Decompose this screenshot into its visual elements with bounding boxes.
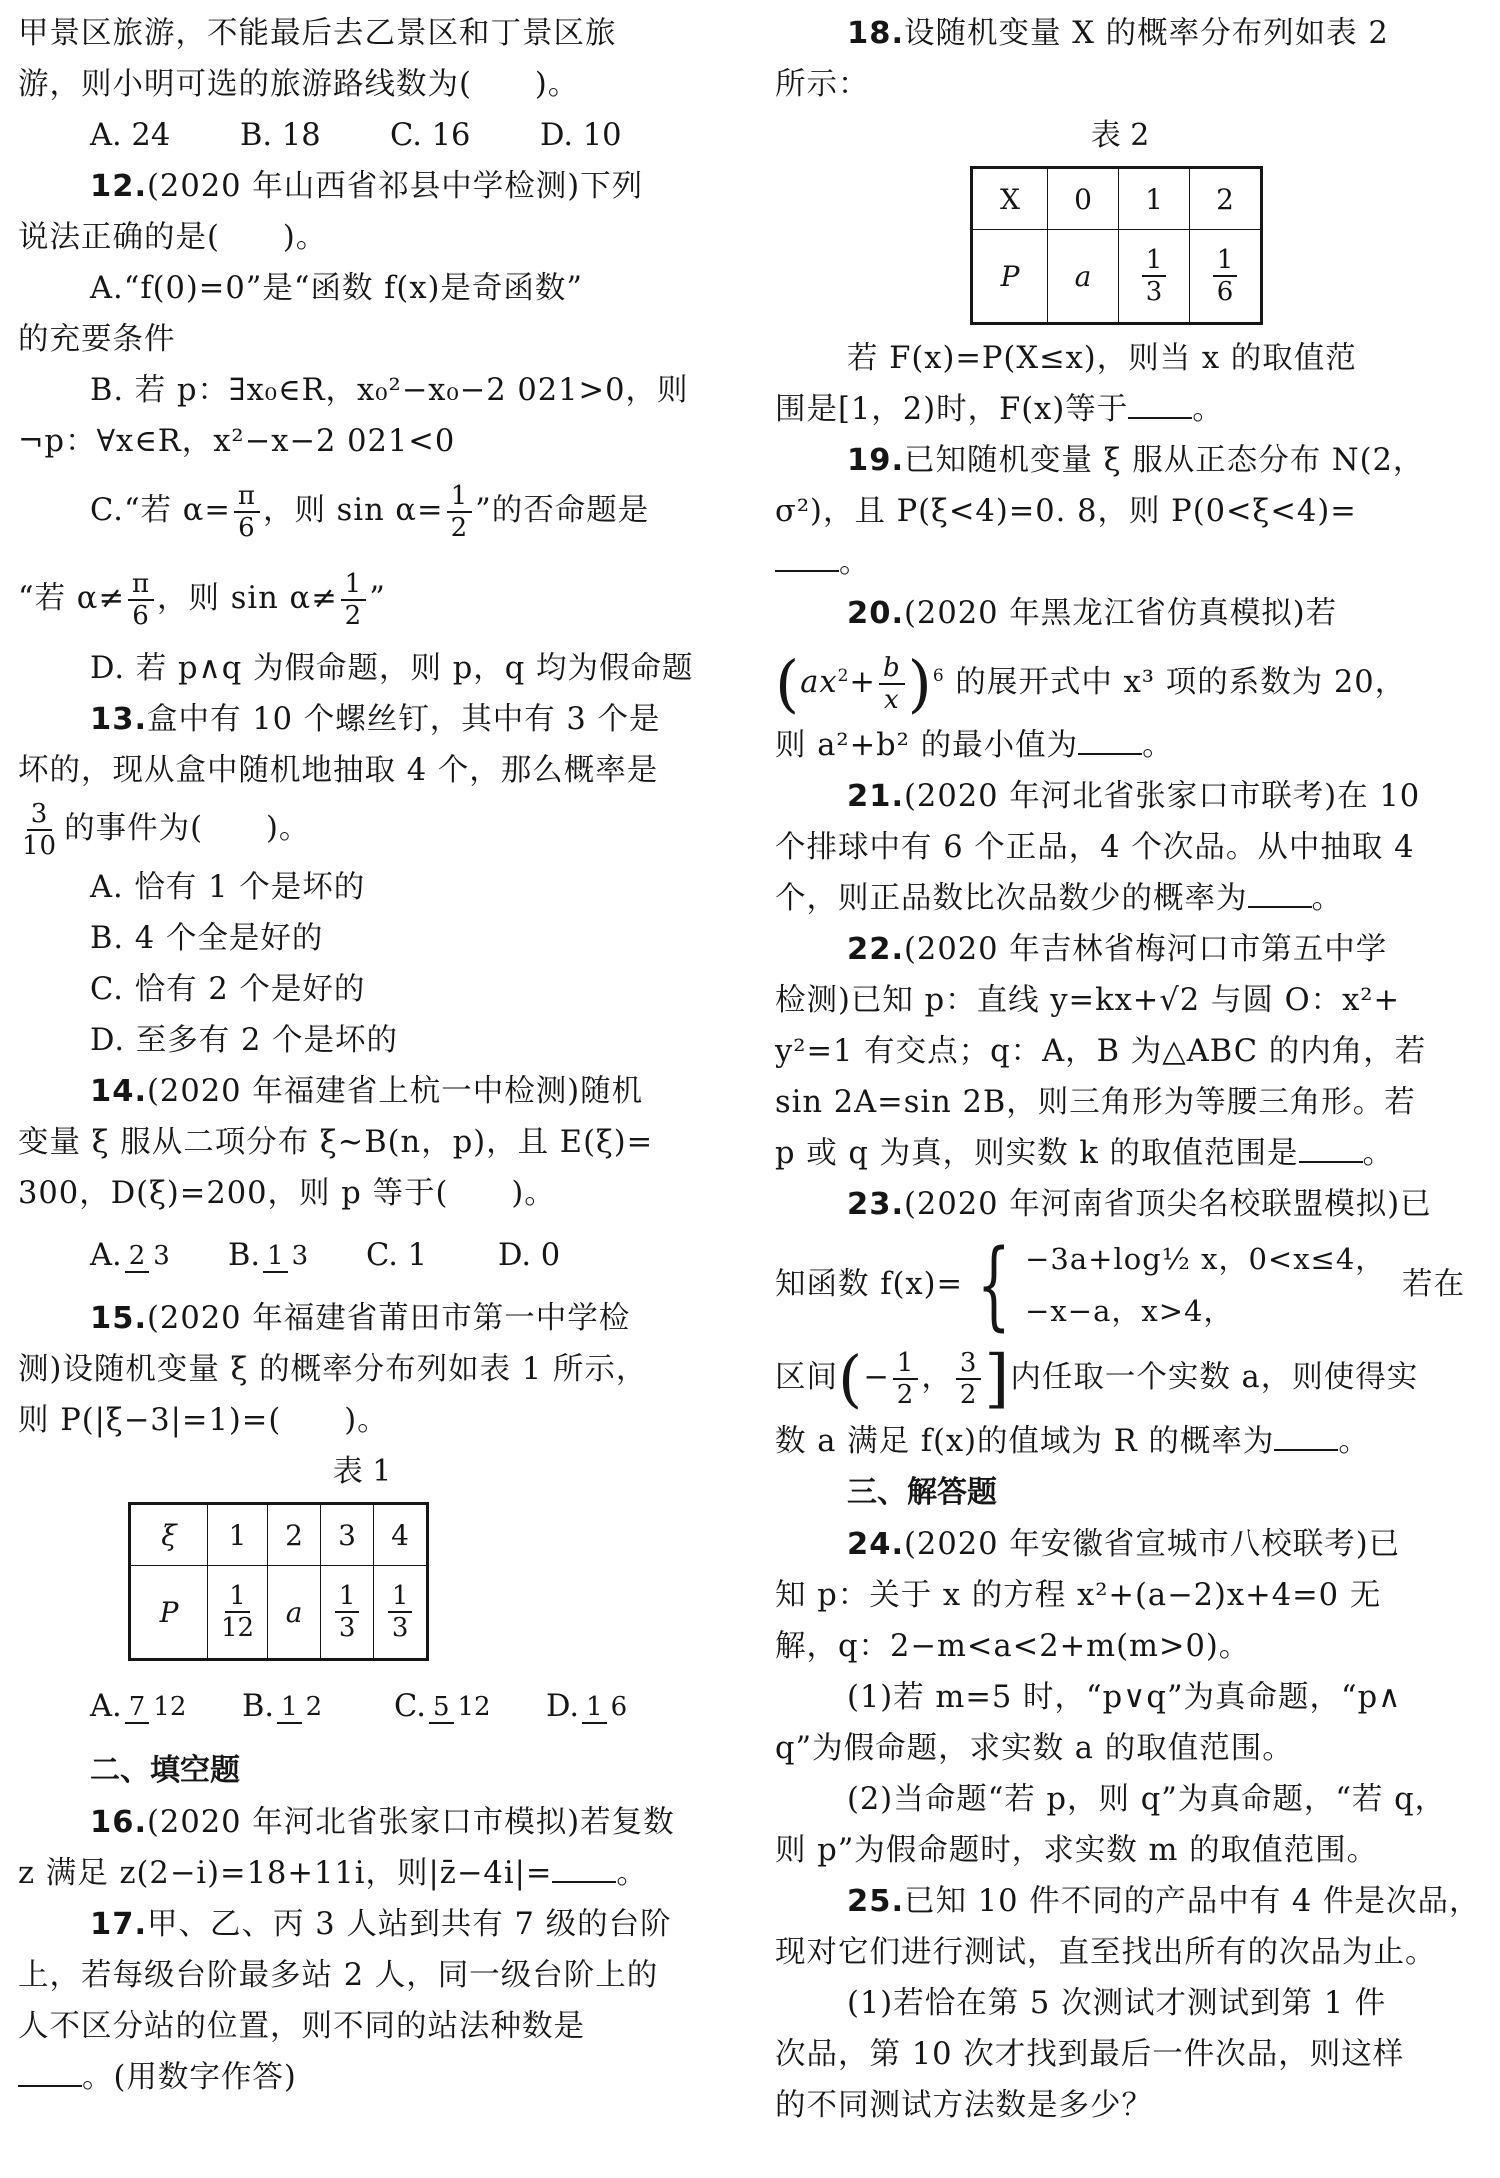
q22-end: 。 [1362,1136,1395,1172]
table2-caption: 表 2 [1090,118,1150,153]
q15-a-label: A. [90,1689,122,1724]
q23-line2 [775,1230,1465,1340]
q20-exponent: 6 [932,666,945,686]
q23-pre: 知函数 f(x)= [775,1267,964,1303]
q14-line3: 300，D(ξ)=200，则 p 等于( )。 [18,1176,556,1211]
q24-line1 [775,1519,1465,1570]
answer-blank[interactable] [775,542,839,572]
q17-text: 甲、乙、丙 3 人站到共有 7 级的台阶 [147,1907,672,1942]
frac-num: 1 [341,569,367,601]
table1-cell: P [130,1566,208,1660]
q22-text: (2020 年吉林省梅河口市第五中学 [904,932,1388,968]
frac-num: 5 [429,1692,454,1724]
answer-blank[interactable] [1299,1133,1363,1163]
q11-option-d: D. 10 [540,118,622,153]
q15-number: 15. [90,1301,148,1336]
q23-line1 [775,1179,1465,1230]
q14-option-d: D. 0 [498,1238,561,1273]
q20-line1 [775,588,1465,639]
frac-den: 10 [22,831,58,861]
q12-option-c-line2 [18,555,706,643]
section-heading-fill-in: 二、填空题 [90,1753,240,1788]
q19-line1 [775,435,1465,486]
fraction-2-3 [125,1241,174,1273]
q22-line3: y²=1 有交点；q：A，B 为△ABC 的内角，若 [775,1034,1427,1070]
frac-num: 1 [225,1581,250,1613]
q11-option-c: C. 16 [390,118,471,153]
q25-sub1-line2: 次品，第 10 次才找到最后一件次品，则这样 [775,2037,1405,2073]
q11-line1: 甲景区旅游，不能最后去乙景区和丁景区旅 [18,16,617,51]
q13-line2: 坏的，现从盒中随机地抽取 4 个，那么概率是 [18,753,659,788]
table2-value-row [972,230,1262,324]
q14-number: 14. [90,1074,148,1109]
frac-num: 1 [335,1581,360,1613]
q15-text: (2020 年福建省莆田市第一中学检 [147,1301,631,1336]
frac-num: 1 [1213,245,1238,277]
table1-caption: 表 1 [332,1454,392,1489]
q12-source: (2020 年山西省祁县中学检测)下列 [147,169,644,204]
q14-a-label: A. [90,1238,122,1273]
q18-number: 18. [847,16,905,51]
frac-num: π [234,481,260,513]
table1-cell: 4 [374,1504,428,1566]
fraction-one-half [341,569,367,631]
q25-line1 [775,1876,1481,1927]
left-paren: ( [775,647,801,721]
q16-line2 [18,1848,706,1899]
q21-line1 [775,771,1465,822]
table1-cell: 2 [268,1504,321,1566]
q23-line4 [775,1416,1465,1467]
frac-den: 2 [896,1380,915,1411]
q18-text: 设随机变量 X 的概率分布列如表 2 [904,16,1389,51]
q24-sub1-line1: (1)若 m=5 时，“p∨q”为真命题，“p∧ [847,1680,1402,1716]
table2 [970,166,1263,325]
frac-den: x [883,685,900,716]
fraction-1-3 [388,1581,413,1643]
q17-line1 [18,1899,706,1950]
q12-c2-pre: “若 α≠ [18,581,125,616]
q14-options [18,1219,706,1293]
q20-number: 20. [847,596,905,631]
q13-line1 [18,694,706,745]
q23-line3: 区间(− $\frac{1}{2}$ ， $\frac{3}{2}$ ]内任取一个实数 a，则使得实 [775,1342,1419,1417]
q11-options [18,110,706,161]
frac-den: 2 [344,601,363,631]
table1 [128,1502,429,1661]
q15-option-c [394,1669,546,1745]
q21-end: 。 [1311,881,1343,917]
q15-option-d [546,1669,634,1745]
q23-post: 若在 [1402,1267,1465,1303]
q23-number: 23. [847,1187,905,1223]
right-paren: ) [907,647,933,721]
table2-cell [1190,230,1262,324]
q13-number: 13. [90,702,148,737]
fraction-b-over-x [879,653,905,715]
q12-option-c-line1 [18,467,706,555]
q14-option-b [228,1219,366,1293]
brace-symbol: { [977,1229,1012,1342]
frac-den: 6 [1216,277,1234,307]
q19-line3 [775,537,1465,588]
q16-line1 [18,1797,706,1848]
q18-end: 。 [1192,392,1224,427]
q16-text: (2020 年河北省张家口市模拟)若复数 [147,1805,675,1840]
table2-cell: 0 [1048,168,1119,230]
q14-line2: 变量 ξ 服从二项分布 ξ~B(n，p)，且 E(ξ)= [18,1125,654,1160]
fraction-pi-over-6 [128,569,154,631]
q21-text3: 个，则正品数比次品数少的概率为 [775,881,1248,917]
q18-line3: 若 F(x)=P(X≤x)，则当 x 的取值范 [847,341,1357,376]
answer-blank[interactable] [1078,725,1142,755]
q22-text5: p 或 q 为真，则实数 k 的取值范围是 [775,1136,1299,1172]
q16-text2: z 满足 z(2−i)=18+11i，则|z̄−4i|= [18,1856,553,1891]
q17-line3: 人不区分站的位置，则不同的站法种数是 [18,2009,585,2044]
q12-number: 12. [90,169,148,204]
q22-line2: 检测)已知 p：直线 y=kx+√2 与圆 O：x²+ [775,983,1401,1019]
q24-text: (2020 年安徽省宣城市八校联考)已 [904,1527,1401,1563]
q18-line1 [775,8,1465,59]
answer-blank[interactable] [18,2057,82,2087]
frac-num: 7 [125,1692,150,1724]
answer-blank[interactable] [1274,1421,1338,1451]
fraction-3-10 [18,799,61,861]
frac-num: 1 [447,481,473,513]
table2-cell: 2 [1190,168,1262,230]
q15-options [18,1669,706,1745]
q15-b-label: B. [242,1689,275,1724]
q25-line2: 现对它们进行测试，直至找出所有的次品为止。 [775,1935,1437,1971]
table1-cell [208,1566,268,1660]
q24-line2: 知 p：关于 x 的方程 x²+(a−2)x+4=0 无 [775,1578,1382,1614]
q19-end: 。 [839,545,871,580]
frac-num: b [879,653,905,685]
fraction-3-2 [956,1348,982,1410]
q18-text4: 围是[1，2)时，F(x)等于 [775,392,1129,427]
q16-number: 16. [90,1805,148,1840]
q15-option-b [242,1669,394,1745]
q23-text4: 数 a 满足 f(x)的值域为 R 的概率为 [775,1424,1275,1460]
q16-end: 。 [616,1856,648,1891]
q19-line2: σ²)，且 P(ξ<4)=0. 8，则 P(0<ξ<4)= [775,494,1357,529]
table1-cell [374,1566,428,1660]
q13-option-d: D. 至多有 2 个是坏的 [90,1023,399,1058]
q13-line3 [18,796,706,862]
q25-number: 25. [847,1884,905,1920]
q23-end: 。 [1338,1424,1370,1460]
fraction-1-12 [217,1581,258,1643]
q12-c-post: ”的否命题是 [475,493,650,528]
frac-num: π [128,569,154,601]
q15-d-label: D. [546,1689,580,1724]
q14-line1 [18,1066,706,1117]
q14-b-label: B. [228,1238,261,1273]
fraction-pi-over-6 [234,481,260,543]
q23-l3-pre: 区间 [775,1360,838,1396]
fraction-one-half [447,481,473,543]
q12-option-d: D. 若 p∧q 为假命题，则 p，q 均为假命题 [90,651,694,686]
q24-sub1-line2: q”为假命题，求实数 a 的取值范围。 [775,1731,1294,1767]
q20-text2: 的展开式中 x³ 项的系数为 20， [955,665,1407,701]
frac-den: 2 [959,1380,978,1411]
section-heading-answer: 三、解答题 [847,1475,997,1511]
q20-sup-2: 2 [837,666,850,686]
q12-c-mid: ，则 sin α= [262,493,444,528]
fraction-1-6 [582,1692,631,1724]
q13-text3: 的事件为( )。 [64,811,311,846]
q22-line4: sin 2A=sin 2B，则三角形为等腰三角形。若 [775,1085,1416,1121]
frac-den: 3 [391,1613,409,1643]
q20-plus: + [849,665,876,701]
q14-option-a [90,1219,228,1293]
q19-number: 19. [847,443,905,478]
frac-num: 1 [263,1241,288,1273]
frac-num: 1 [277,1692,302,1724]
case-1: −3a+log½ x，0<x≤4， [1025,1242,1386,1277]
q14-option-c: C. 1 [366,1238,428,1273]
q12-option-a-line2: 的充要条件 [18,322,176,357]
q18-line4 [775,384,1465,435]
q25-sub1-line3: 的不同测试方法数是多少？ [775,2088,1153,2124]
frac-den: 6 [238,513,256,543]
table2-cell: a [1048,230,1119,324]
q22-line5 [775,1128,1465,1179]
q15-line3: 则 P(|ξ−3|=1)=( )。 [18,1403,389,1438]
q19-text: 已知随机变量 ξ 服从正态分布 N(2， [904,443,1425,478]
frac-den: 12 [221,1613,255,1643]
q20-expr-a: ax [800,665,838,701]
table2-cell: P [972,230,1048,324]
q12-line2: 说法正确的是( )。 [18,220,328,255]
q21-line3 [775,873,1465,924]
case-2: −x−a，x>4， [1025,1294,1234,1329]
answer-blank[interactable] [1248,878,1312,908]
q24-sub2-line1: (2)当命题“若 p，则 q”为真命题，“若 q， [847,1782,1447,1818]
fraction-1-6 [1213,245,1238,307]
table2-cell: 1 [1119,168,1190,230]
frac-num: 3 [956,1348,982,1380]
q20-text: (2020 年黑龙江省仿真模拟)若 [904,596,1338,631]
frac-den: 2 [450,513,469,543]
q12-option-b-line1: B. 若 p：∃x₀∈R，x₀²−x₀−2 021>0，则 [90,373,689,408]
q15-option-a [90,1669,242,1745]
left-paren: ( [838,1342,864,1416]
q14-text: (2020 年福建省上杭一中检测)随机 [147,1074,644,1109]
q20-text3: 则 a²+b² 的最小值为 [775,728,1079,764]
q25-sub1-line1: (1)若恰在第 5 次测试才测试到第 1 件 [847,1986,1387,2022]
q12-option-a-line1: A.“f(0)=0”是“函数 f(x)是奇函数” [90,271,584,306]
q21-line2: 个排球中有 6 个正品，4 个次品。从中抽取 4 [775,830,1415,866]
frac-den: 6 [132,601,150,631]
q24-number: 24. [847,1527,905,1563]
frac-num: 2 [125,1241,150,1273]
left-column [18,8,706,2103]
frac-den: 3 [291,1241,309,1271]
q18-line2: 所示： [775,67,870,102]
q11-line2: 游，则小明可选的旅游路线数为( )。 [18,67,580,102]
q20-end: 。 [1142,728,1174,764]
fraction-1-2 [893,1348,919,1410]
q13-option-a: A. 恰有 1 个是坏的 [90,870,366,905]
fraction-1-2 [277,1692,326,1724]
q25-text: 已知 10 件不同的产品中有 4 件是次品， [904,1884,1481,1920]
table1-cell: 3 [321,1504,374,1566]
q15-c-label: C. [394,1689,426,1724]
table1-cell: 1 [208,1504,268,1566]
q15-line1 [18,1293,706,1344]
q12-option-b-line2: ¬p：∀x∈R，x²−x−2 021<0 [18,424,456,459]
q13-option-c: C. 恰有 2 个是好的 [90,972,366,1007]
table1-cell: a [268,1566,321,1660]
q12-c2-post: ” [369,581,386,616]
q13-option-b: B. 4 个全是好的 [90,921,324,956]
answer-blank[interactable] [552,1853,616,1883]
table1-cell [321,1566,374,1660]
q12-line1 [18,161,706,212]
answer-blank[interactable] [1128,389,1192,419]
q23-text: (2020 年河南省顶尖名校联盟模拟)已 [904,1187,1432,1223]
fraction-1-3 [335,1581,360,1643]
right-bracket: ] [984,1342,1011,1417]
q11-option-b: B. 18 [240,118,321,153]
frac-den: 12 [457,1692,491,1722]
frac-den: 6 [610,1692,628,1722]
q12-c2-mid: ，则 sin α≠ [157,581,338,616]
piecewise-cases [1025,1233,1385,1337]
q23-l3-post: 内任取一个实数 a，则使得实 [1010,1360,1419,1396]
frac-num: 1 [388,1581,413,1613]
frac-den: 3 [338,1613,356,1643]
q11-option-a: A. 24 [90,118,171,153]
fraction-5-12 [429,1692,495,1724]
table2-cell: X [972,168,1048,230]
q17-line4 [18,2052,706,2103]
table1-value-row [130,1566,428,1660]
fraction-7-12 [125,1692,191,1724]
q17-line2: 上，若每级台阶最多站 2 人，同一级台阶上的 [18,1958,659,1993]
q13-text: 盒中有 10 个螺丝钉，其中有 3 个是 [147,702,661,737]
q17-text4: 。(用数字作答) [82,2060,297,2095]
q15-line2: 测)设随机变量 ξ 的概率分布列如表 1 所示， [18,1352,648,1387]
table1-header-row [130,1504,428,1566]
table1-cell: ξ [130,1504,208,1566]
table2-cell [1119,230,1190,324]
right-column [775,8,1481,2131]
q22-line1 [775,924,1465,975]
q24-line3: 解，q：2−m<a<2+m(m>0)。 [775,1629,1251,1665]
fraction-1-3 [263,1241,312,1273]
frac-den: 12 [153,1692,187,1722]
frac-den: 2 [305,1692,323,1722]
frac-num: 1 [893,1348,919,1380]
frac-num: 3 [27,799,53,831]
frac-den: 3 [153,1241,170,1271]
fraction-1-3 [1142,245,1167,307]
q12-c-pre: C.“若 α= [90,493,231,528]
frac-num: 1 [1142,245,1167,277]
q20-line2 [775,639,1465,720]
frac-den: 3 [1145,277,1163,307]
table2-header-row [972,168,1262,230]
q17-number: 17. [90,1907,148,1942]
q21-text: (2020 年河北省张家口市联考)在 10 [904,779,1421,815]
q20-line3 [775,720,1465,771]
q22-number: 22. [847,932,905,968]
frac-num: 1 [582,1692,607,1724]
q24-sub2-line2: 则 p”为假命题时，求实数 m 的取值范围。 [775,1833,1379,1869]
q21-number: 21. [847,779,905,815]
